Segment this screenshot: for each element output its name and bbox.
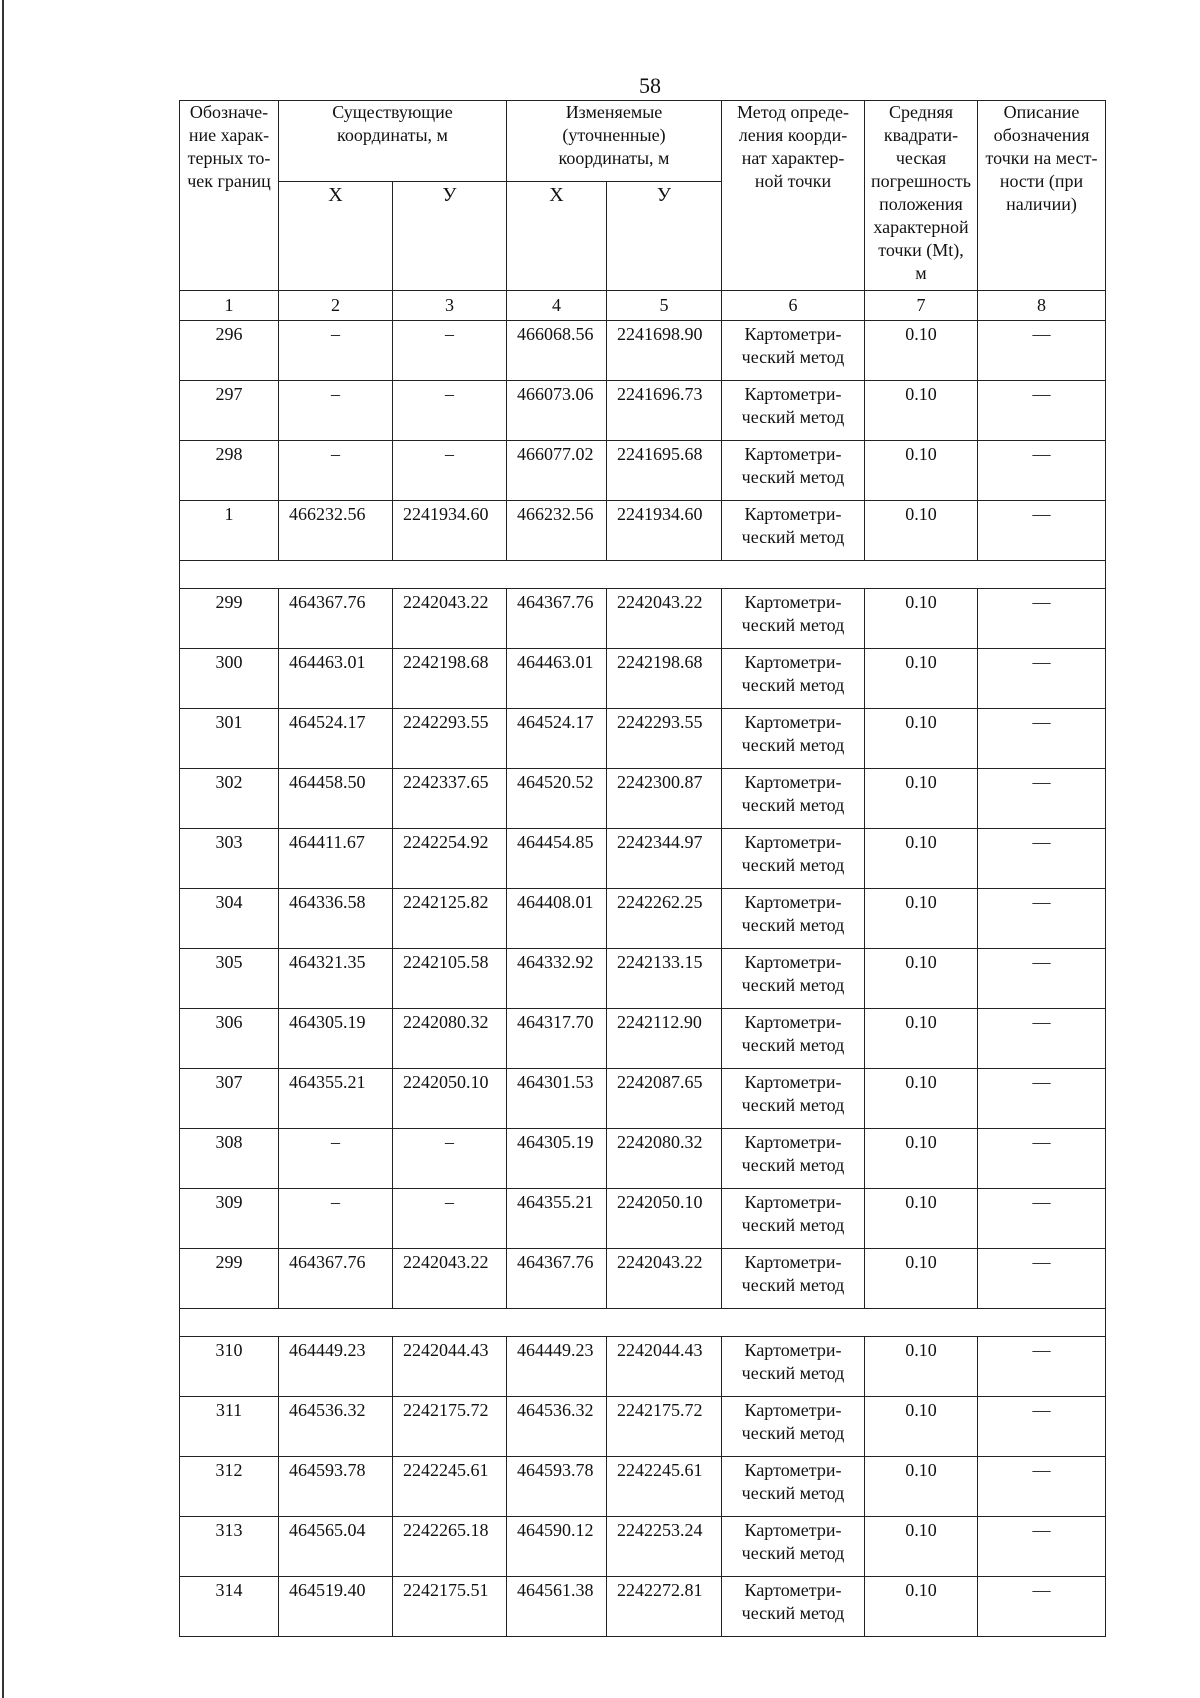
changed-x-cell: 464449.23 xyxy=(507,1337,607,1397)
method-cell: Картометри- ческий метод xyxy=(722,889,865,949)
table-row xyxy=(180,1189,1106,1249)
description-cell: — xyxy=(978,1249,1106,1309)
method-cell: Картометри- ческий метод xyxy=(722,1397,865,1457)
group-separator-row xyxy=(180,561,1106,589)
column-number: 4 xyxy=(507,291,607,321)
table-row xyxy=(180,1069,1106,1129)
point-number-cell: 302 xyxy=(180,769,279,829)
changed-x-cell: 464561.38 xyxy=(507,1577,607,1637)
header-changed-x: X xyxy=(507,182,607,291)
description-cell: — xyxy=(978,1337,1106,1397)
description-cell: — xyxy=(978,769,1106,829)
changed-y-cell: 2242300.87 xyxy=(607,769,722,829)
point-number-cell: 310 xyxy=(180,1337,279,1397)
changed-x-cell: 464367.76 xyxy=(507,589,607,649)
point-number-cell: 301 xyxy=(180,709,279,769)
column-number: 2 xyxy=(279,291,393,321)
changed-y-cell: 2242253.24 xyxy=(607,1517,722,1577)
mean-error-cell: 0.10 xyxy=(865,829,978,889)
point-number-cell: 299 xyxy=(180,589,279,649)
table-row xyxy=(180,381,1106,441)
changed-x-cell: 464536.32 xyxy=(507,1397,607,1457)
header-changed-y: У xyxy=(607,182,722,291)
changed-x-cell: 466232.56 xyxy=(507,501,607,561)
mean-error-cell: 0.10 xyxy=(865,949,978,1009)
description-cell: — xyxy=(978,649,1106,709)
changed-y-cell: 2242344.97 xyxy=(607,829,722,889)
column-numbers-row xyxy=(180,291,1106,321)
existing-y-cell: 2242043.22 xyxy=(393,589,507,649)
method-cell: Картометри- ческий метод xyxy=(722,1129,865,1189)
description-cell: — xyxy=(978,1129,1106,1189)
existing-x-cell: 464524.17 xyxy=(279,709,393,769)
existing-x-cell: 464355.21 xyxy=(279,1069,393,1129)
point-number-cell: 305 xyxy=(180,949,279,1009)
table-row xyxy=(180,1129,1106,1189)
existing-x-cell: 464536.32 xyxy=(279,1397,393,1457)
point-number-cell: 314 xyxy=(180,1577,279,1637)
description-cell: — xyxy=(978,1189,1106,1249)
method-cell: Картометри- ческий метод xyxy=(722,1249,865,1309)
column-number: 6 xyxy=(722,291,865,321)
description-cell: — xyxy=(978,1457,1106,1517)
header-existing-x: X xyxy=(279,182,393,291)
table-row xyxy=(180,709,1106,769)
mean-error-cell: 0.10 xyxy=(865,1189,978,1249)
existing-y-cell: – xyxy=(393,441,507,501)
existing-x-cell: 464449.23 xyxy=(279,1337,393,1397)
table-row xyxy=(180,1457,1106,1517)
changed-y-cell: 2242293.55 xyxy=(607,709,722,769)
existing-y-cell: 2242254.92 xyxy=(393,829,507,889)
column-number: 3 xyxy=(393,291,507,321)
table-row xyxy=(180,649,1106,709)
existing-x-cell: 464321.35 xyxy=(279,949,393,1009)
method-cell: Картометри- ческий метод xyxy=(722,1577,865,1637)
column-number: 5 xyxy=(607,291,722,321)
table-row xyxy=(180,1517,1106,1577)
description-cell: — xyxy=(978,1517,1106,1577)
existing-y-cell: 2242080.32 xyxy=(393,1009,507,1069)
method-cell: Картометри- ческий метод xyxy=(722,949,865,1009)
mean-error-cell: 0.10 xyxy=(865,709,978,769)
header-designation: Обозначе- ние харак- терных то- чек границ xyxy=(180,101,279,291)
description-cell: — xyxy=(978,441,1106,501)
point-number-cell: 311 xyxy=(180,1397,279,1457)
point-number-cell: 306 xyxy=(180,1009,279,1069)
existing-y-cell: 2242105.58 xyxy=(393,949,507,1009)
method-cell: Картометри- ческий метод xyxy=(722,589,865,649)
changed-x-cell: 464408.01 xyxy=(507,889,607,949)
existing-y-cell: – xyxy=(393,321,507,381)
mean-error-cell: 0.10 xyxy=(865,1337,978,1397)
method-cell: Картометри- ческий метод xyxy=(722,441,865,501)
existing-y-cell: 2242050.10 xyxy=(393,1069,507,1129)
description-cell: — xyxy=(978,829,1106,889)
point-number-cell: 297 xyxy=(180,381,279,441)
existing-y-cell: – xyxy=(393,381,507,441)
changed-x-cell: 464593.78 xyxy=(507,1457,607,1517)
changed-y-cell: 2241934.60 xyxy=(607,501,722,561)
changed-x-cell: 464332.92 xyxy=(507,949,607,1009)
changed-x-cell: 464367.76 xyxy=(507,1249,607,1309)
existing-x-cell: – xyxy=(279,441,393,501)
description-cell: — xyxy=(978,949,1106,1009)
changed-x-cell: 466077.02 xyxy=(507,441,607,501)
mean-error-cell: 0.10 xyxy=(865,1069,978,1129)
page-number: 58 xyxy=(639,73,661,98)
mean-error-cell: 0.10 xyxy=(865,1457,978,1517)
mean-error-cell: 0.10 xyxy=(865,381,978,441)
existing-y-cell: 2242043.22 xyxy=(393,1249,507,1309)
changed-y-cell: 2242175.72 xyxy=(607,1397,722,1457)
header-error: Средняя квадрати- ческая погрешность положения характерной точки (Mt), м xyxy=(865,101,978,291)
description-cell: — xyxy=(978,589,1106,649)
column-number: 7 xyxy=(865,291,978,321)
existing-x-cell: 464336.58 xyxy=(279,889,393,949)
point-number-cell: 299 xyxy=(180,1249,279,1309)
existing-x-cell: 464463.01 xyxy=(279,649,393,709)
table-row xyxy=(180,769,1106,829)
method-cell: Картометри- ческий метод xyxy=(722,709,865,769)
existing-y-cell: 2242044.43 xyxy=(393,1337,507,1397)
mean-error-cell: 0.10 xyxy=(865,1249,978,1309)
changed-y-cell: 2242245.61 xyxy=(607,1457,722,1517)
table-row xyxy=(180,1009,1106,1069)
mean-error-cell: 0.10 xyxy=(865,1009,978,1069)
mean-error-cell: 0.10 xyxy=(865,321,978,381)
existing-y-cell: 2242175.51 xyxy=(393,1577,507,1637)
table-row xyxy=(180,589,1106,649)
changed-x-cell: 464305.19 xyxy=(507,1129,607,1189)
description-cell: — xyxy=(978,381,1106,441)
changed-x-cell: 464524.17 xyxy=(507,709,607,769)
changed-x-cell: 464590.12 xyxy=(507,1517,607,1577)
method-cell: Картометри- ческий метод xyxy=(722,1189,865,1249)
existing-y-cell: 2242175.72 xyxy=(393,1397,507,1457)
existing-x-cell: 464411.67 xyxy=(279,829,393,889)
changed-y-cell: 2241696.73 xyxy=(607,381,722,441)
changed-x-cell: 464520.52 xyxy=(507,769,607,829)
changed-y-cell: 2242043.22 xyxy=(607,1249,722,1309)
mean-error-cell: 0.10 xyxy=(865,1397,978,1457)
existing-x-cell: 464458.50 xyxy=(279,769,393,829)
existing-x-cell: – xyxy=(279,1189,393,1249)
existing-y-cell: 2242337.65 xyxy=(393,769,507,829)
existing-x-cell: 464593.78 xyxy=(279,1457,393,1517)
description-cell: — xyxy=(978,709,1106,769)
existing-x-cell: 464519.40 xyxy=(279,1577,393,1637)
existing-y-cell: 2242245.61 xyxy=(393,1457,507,1517)
existing-x-cell: 464367.76 xyxy=(279,589,393,649)
header-description: Описание обозначения точки на мест- ности (при наличии) xyxy=(978,101,1106,291)
changed-y-cell: 2242087.65 xyxy=(607,1069,722,1129)
point-number-cell: 300 xyxy=(180,649,279,709)
changed-x-cell: 464355.21 xyxy=(507,1189,607,1249)
changed-y-cell: 2241698.90 xyxy=(607,321,722,381)
method-cell: Картометри- ческий метод xyxy=(722,1069,865,1129)
point-number-cell: 308 xyxy=(180,1129,279,1189)
changed-x-cell: 466073.06 xyxy=(507,381,607,441)
point-number-cell: 1 xyxy=(180,501,279,561)
changed-x-cell: 464317.70 xyxy=(507,1009,607,1069)
mean-error-cell: 0.10 xyxy=(865,1517,978,1577)
method-cell: Картометри- ческий метод xyxy=(722,769,865,829)
existing-y-cell: 2241934.60 xyxy=(393,501,507,561)
mean-error-cell: 0.10 xyxy=(865,769,978,829)
changed-y-cell: 2242133.15 xyxy=(607,949,722,1009)
changed-y-cell: 2242044.43 xyxy=(607,1337,722,1397)
column-number: 1 xyxy=(180,291,279,321)
changed-y-cell: 2242272.81 xyxy=(607,1577,722,1637)
existing-y-cell: – xyxy=(393,1189,507,1249)
changed-y-cell: 2242050.10 xyxy=(607,1189,722,1249)
changed-x-cell: 464454.85 xyxy=(507,829,607,889)
existing-x-cell: 466232.56 xyxy=(279,501,393,561)
table-row xyxy=(180,501,1106,561)
group-separator-row xyxy=(180,1309,1106,1337)
mean-error-cell: 0.10 xyxy=(865,589,978,649)
mean-error-cell: 0.10 xyxy=(865,501,978,561)
coordinates-table xyxy=(179,100,1106,1637)
changed-y-cell: 2242043.22 xyxy=(607,589,722,649)
mean-error-cell: 0.10 xyxy=(865,441,978,501)
description-cell: — xyxy=(978,1069,1106,1129)
changed-x-cell: 464463.01 xyxy=(507,649,607,709)
header-method: Метод опреде- ления коорди- нат характер- ной точки xyxy=(722,101,865,291)
changed-x-cell: 466068.56 xyxy=(507,321,607,381)
method-cell: Картометри- ческий метод xyxy=(722,1457,865,1517)
table-row xyxy=(180,441,1106,501)
existing-y-cell: 2242265.18 xyxy=(393,1517,507,1577)
header-existing-y: У xyxy=(393,182,507,291)
group-separator-cell xyxy=(180,561,1106,589)
method-cell: Картометри- ческий метод xyxy=(722,381,865,441)
mean-error-cell: 0.10 xyxy=(865,889,978,949)
description-cell: — xyxy=(978,1577,1106,1637)
description-cell: — xyxy=(978,501,1106,561)
description-cell: — xyxy=(978,1009,1106,1069)
table-row xyxy=(180,1397,1106,1457)
table-row xyxy=(180,321,1106,381)
point-number-cell: 303 xyxy=(180,829,279,889)
table-row xyxy=(180,829,1106,889)
method-cell: Картометри- ческий метод xyxy=(722,321,865,381)
existing-y-cell: – xyxy=(393,1129,507,1189)
group-separator-cell xyxy=(180,1309,1106,1337)
header-changed-coordinates: Изменяемые (уточненные) координаты, м xyxy=(507,101,722,182)
point-number-cell: 307 xyxy=(180,1069,279,1129)
column-number: 8 xyxy=(978,291,1106,321)
mean-error-cell: 0.10 xyxy=(865,1129,978,1189)
table-row xyxy=(180,1249,1106,1309)
mean-error-cell: 0.10 xyxy=(865,1577,978,1637)
point-number-cell: 298 xyxy=(180,441,279,501)
method-cell: Картометри- ческий метод xyxy=(722,501,865,561)
existing-x-cell: 464565.04 xyxy=(279,1517,393,1577)
description-cell: — xyxy=(978,1397,1106,1457)
changed-y-cell: 2242262.25 xyxy=(607,889,722,949)
point-number-cell: 309 xyxy=(180,1189,279,1249)
header-existing-coordinates: Существующие координаты, м xyxy=(279,101,507,182)
existing-x-cell: – xyxy=(279,381,393,441)
method-cell: Картометри- ческий метод xyxy=(722,649,865,709)
point-number-cell: 312 xyxy=(180,1457,279,1517)
point-number-cell: 304 xyxy=(180,889,279,949)
existing-y-cell: 2242293.55 xyxy=(393,709,507,769)
description-cell: — xyxy=(978,889,1106,949)
point-number-cell: 296 xyxy=(180,321,279,381)
table-row xyxy=(180,1337,1106,1397)
description-cell: — xyxy=(978,321,1106,381)
table-row xyxy=(180,889,1106,949)
method-cell: Картометри- ческий метод xyxy=(722,1009,865,1069)
existing-y-cell: 2242198.68 xyxy=(393,649,507,709)
existing-y-cell: 2242125.82 xyxy=(393,889,507,949)
method-cell: Картометри- ческий метод xyxy=(722,1517,865,1577)
existing-x-cell: 464367.76 xyxy=(279,1249,393,1309)
point-number-cell: 313 xyxy=(180,1517,279,1577)
changed-x-cell: 464301.53 xyxy=(507,1069,607,1129)
existing-x-cell: – xyxy=(279,1129,393,1189)
changed-y-cell: 2242080.32 xyxy=(607,1129,722,1189)
method-cell: Картометри- ческий метод xyxy=(722,829,865,889)
method-cell: Картометри- ческий метод xyxy=(722,1337,865,1397)
page-left-edge xyxy=(2,0,4,1698)
table-row xyxy=(180,1577,1106,1637)
existing-x-cell: 464305.19 xyxy=(279,1009,393,1069)
changed-y-cell: 2242198.68 xyxy=(607,649,722,709)
mean-error-cell: 0.10 xyxy=(865,649,978,709)
changed-y-cell: 2241695.68 xyxy=(607,441,722,501)
table-row xyxy=(180,949,1106,1009)
changed-y-cell: 2242112.90 xyxy=(607,1009,722,1069)
existing-x-cell: – xyxy=(279,321,393,381)
